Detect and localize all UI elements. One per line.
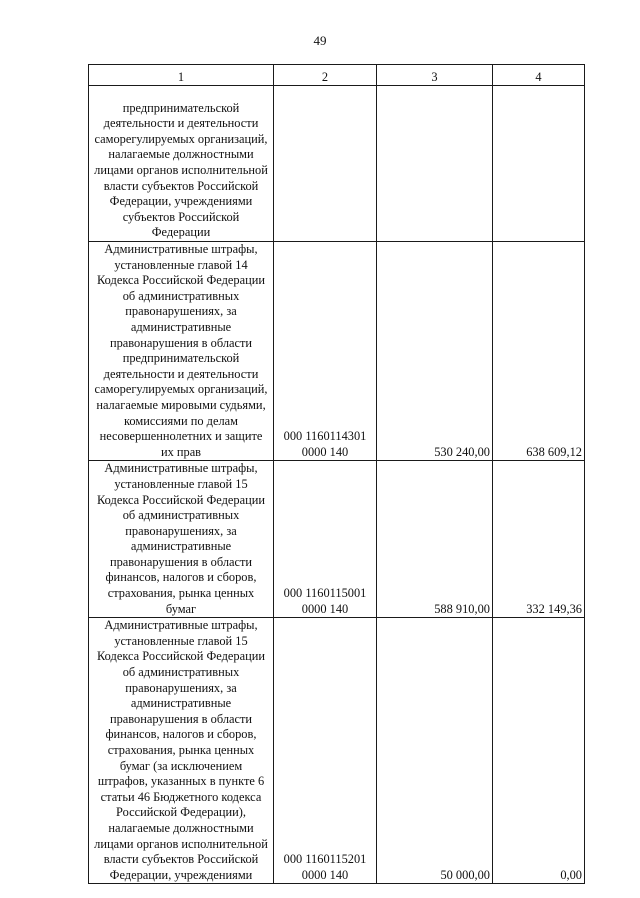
table-row [89,86,585,242]
row-code-cell: 000 1160115201 0000 140 [274,618,377,884]
row-value-4-cell [493,86,585,242]
row-name-cell: Административные штрафы, установленные главой 14 Кодекса Российской Федерации об административных правонарушениях, за административные правонарушения в области предпринимательской деятельности и деятельности саморегулируемых организаций, налагаемые мировыми судьями, комиссиями по делам несовершеннолетних и защите их прав [89,242,274,461]
row-name-cell: предпринимательской деятельности и деятельности саморегулируемых организаций, налагаемые должностными лицами органов исполнительной власти субъектов Российской Федерации, учреждениями субъектов Российской Федерации [89,86,274,242]
row-value-3-cell: 50 000,00 [377,618,493,884]
row-name-cell: Административные штрафы, установленные главой 15 Кодекса Российской Федерации об административных правонарушениях, за административные правонарушения в области финансов, налогов и сборов, страхования, рынка ценных бумаг [89,461,274,618]
column-header-3: 3 [377,65,493,86]
table-row [89,242,585,461]
budget-table [88,64,585,884]
table-row [89,461,585,618]
row-value-3-cell: 588 910,00 [377,461,493,618]
row-value-4-cell: 638 609,12 [493,242,585,461]
row-value-4-cell: 0,00 [493,618,585,884]
row-value-4-cell: 332 149,36 [493,461,585,618]
table-row [89,618,585,884]
row-code-cell: 000 1160115001 0000 140 [274,461,377,618]
row-value-3-cell: 530 240,00 [377,242,493,461]
page-number: 49 [313,33,327,48]
row-name-cell: Административные штрафы, установленные главой 15 Кодекса Российской Федерации об административных правонарушениях, за административные правонарушения в области финансов, налогов и сборов, страхования, рынка ценных бумаг (за исключением штрафов, указанных в пункте 6 статьи 46 Бюджетного кодекса Российской Федерации), налагаемые должностными лицами органов исполнительной власти субъектов Российской Федерации, учреждениями [89,618,274,884]
table-header-row [89,65,585,86]
row-code-cell [274,86,377,242]
row-code-cell: 000 1160114301 0000 140 [274,242,377,461]
column-header-1: 1 [89,65,274,86]
column-header-4: 4 [493,65,585,86]
column-header-2: 2 [274,65,377,86]
row-value-3-cell [377,86,493,242]
